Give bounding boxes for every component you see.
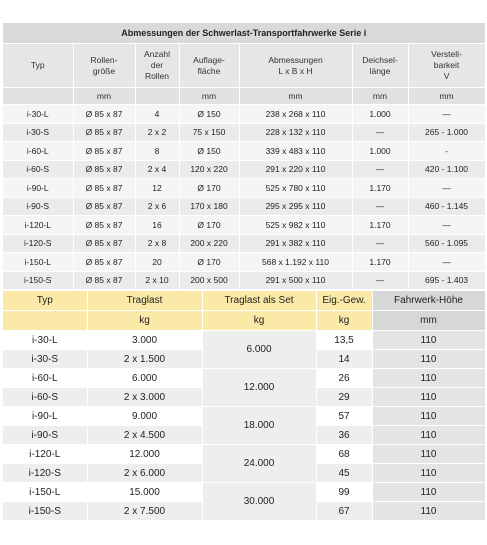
table-cell: i-60-S — [3, 160, 73, 179]
column-header: Eig.-Gew. — [316, 291, 372, 311]
unit-cell: kg — [316, 311, 372, 331]
table-cell: — — [352, 234, 408, 253]
unit-cell: kg — [87, 311, 202, 331]
weight-cell: 67 — [316, 502, 372, 521]
type-cell: i-30-L — [3, 331, 87, 350]
table-cell: Ø 85 x 87 — [73, 160, 135, 179]
table-cell: 2 x 6 — [135, 197, 179, 216]
height-cell: 110 — [372, 350, 485, 369]
table-cell: 12 — [135, 179, 179, 198]
table-cell: 525 x 780 x 110 — [239, 179, 352, 198]
table-title: Abmessungen der Schwerlast-Transportfahrwerke Serie i — [3, 23, 485, 44]
table-cell: i-90-L — [3, 179, 73, 198]
height-cell: 110 — [372, 331, 485, 350]
table-cell: 295 x 295 x 110 — [239, 197, 352, 216]
table-title-row — [3, 23, 485, 44]
table-cell: 1.000 — [352, 142, 408, 161]
table-cell: 170 x 180 — [179, 197, 239, 216]
table-cell: Ø 85 x 87 — [73, 216, 135, 235]
table-cell: — — [408, 253, 485, 272]
table-cell: i-30-L — [3, 105, 73, 124]
table-cell: Ø 85 x 87 — [73, 271, 135, 290]
table-cell: i-30-S — [3, 123, 73, 142]
table-cell: 8 — [135, 142, 179, 161]
weight-cell: 68 — [316, 445, 372, 464]
unit-row — [3, 88, 485, 105]
set-load-cell: 24.000 — [202, 445, 316, 483]
table-cell: i-60-L — [3, 142, 73, 161]
type-cell: i-120-S — [3, 464, 87, 483]
height-cell: 110 — [372, 502, 485, 521]
type-cell: i-150-L — [3, 483, 87, 502]
unit-cell — [135, 88, 179, 105]
load-cell: 15.000 — [87, 483, 202, 502]
table-cell: 568 x 1.192 x 110 — [239, 253, 352, 272]
table-cell: 16 — [135, 216, 179, 235]
table-cell: i-90-S — [3, 197, 73, 216]
weight-cell: 13,5 — [316, 331, 372, 350]
height-cell: 110 — [372, 426, 485, 445]
table-cell: Ø 85 x 87 — [73, 123, 135, 142]
unit-cell: mm — [73, 88, 135, 105]
table-cell: 1.170 — [352, 253, 408, 272]
load-cell: 2 x 3.000 — [87, 388, 202, 407]
table-cell: 1.000 — [352, 105, 408, 124]
table-cell: 2 x 10 — [135, 271, 179, 290]
set-load-cell: 6.000 — [202, 331, 316, 369]
table-cell: 20 — [135, 253, 179, 272]
table-row — [3, 369, 485, 388]
column-header: Anzahl der Rollen — [135, 44, 179, 88]
load-table — [3, 291, 486, 521]
table-cell: — — [352, 197, 408, 216]
type-cell: i-120-L — [3, 445, 87, 464]
table-cell: 291 x 382 x 110 — [239, 234, 352, 253]
table-cell: 2 x 8 — [135, 234, 179, 253]
load-cell: 3.000 — [87, 331, 202, 350]
column-header: Verstell- barkeit V — [408, 44, 485, 88]
load-cell: 2 x 1.500 — [87, 350, 202, 369]
type-cell: i-60-S — [3, 388, 87, 407]
load-cell: 9.000 — [87, 407, 202, 426]
unit-row — [3, 311, 485, 331]
table-cell: Ø 85 x 87 — [73, 234, 135, 253]
unit-cell: kg — [202, 311, 316, 331]
table-cell: — — [408, 216, 485, 235]
table-cell: i-120-S — [3, 234, 73, 253]
table-cell: 560 - 1.095 — [408, 234, 485, 253]
table-cell: 2 x 4 — [135, 160, 179, 179]
height-cell: 110 — [372, 388, 485, 407]
table-cell: Ø 170 — [179, 253, 239, 272]
table-cell: 339 x 483 x 110 — [239, 142, 352, 161]
weight-cell: 26 — [316, 369, 372, 388]
table-row — [3, 483, 485, 502]
table-row — [3, 123, 485, 142]
dimensions-table — [3, 23, 486, 290]
table-cell: 75 x 150 — [179, 123, 239, 142]
table-cell: Ø 170 — [179, 179, 239, 198]
table-cell: 1.170 — [352, 179, 408, 198]
type-cell: i-30-S — [3, 350, 87, 369]
weight-cell: 99 — [316, 483, 372, 502]
table-cell: 228 x 132 x 110 — [239, 123, 352, 142]
table-row — [3, 407, 485, 426]
height-cell: 110 — [372, 464, 485, 483]
unit-cell: mm — [408, 88, 485, 105]
header-row — [3, 291, 485, 311]
table-row — [3, 253, 485, 272]
column-header: Rollen- größe — [73, 44, 135, 88]
table-cell: - — [408, 142, 485, 161]
unit-cell: mm — [239, 88, 352, 105]
type-cell: i-90-S — [3, 426, 87, 445]
column-header: Traglast als Set — [202, 291, 316, 311]
table-row — [3, 216, 485, 235]
load-cell: 2 x 6.000 — [87, 464, 202, 483]
column-header: Auflage- fläche — [179, 44, 239, 88]
unit-cell: mm — [352, 88, 408, 105]
column-header: Fahrwerk-Höhe — [372, 291, 485, 311]
table-cell: i-150-L — [3, 253, 73, 272]
table-cell: — — [352, 123, 408, 142]
set-load-cell: 12.000 — [202, 369, 316, 407]
table-row — [3, 179, 485, 198]
type-cell: i-60-L — [3, 369, 87, 388]
weight-cell: 36 — [316, 426, 372, 445]
unit-cell — [3, 311, 87, 331]
unit-cell: mm — [372, 311, 485, 331]
table-cell: Ø 85 x 87 — [73, 253, 135, 272]
weight-cell: 57 — [316, 407, 372, 426]
table-row — [3, 197, 485, 216]
table-row — [3, 160, 485, 179]
type-cell: i-150-S — [3, 502, 87, 521]
table-cell: — — [408, 179, 485, 198]
height-cell: 110 — [372, 407, 485, 426]
table-cell: 420 - 1.100 — [408, 160, 485, 179]
table-cell: Ø 150 — [179, 142, 239, 161]
type-cell: i-90-L — [3, 407, 87, 426]
table-row — [3, 234, 485, 253]
weight-cell: 14 — [316, 350, 372, 369]
table-cell: Ø 170 — [179, 216, 239, 235]
table-row — [3, 331, 485, 350]
table-cell: 291 x 220 x 110 — [239, 160, 352, 179]
table-cell: Ø 85 x 87 — [73, 142, 135, 161]
table-row — [3, 142, 485, 161]
table-cell: — — [408, 105, 485, 124]
table-cell: 120 x 220 — [179, 160, 239, 179]
table-row — [3, 105, 485, 124]
load-cell: 2 x 4.500 — [87, 426, 202, 445]
table-cell: Ø 150 — [179, 105, 239, 124]
load-cell: 12.000 — [87, 445, 202, 464]
load-cell: 2 x 7.500 — [87, 502, 202, 521]
column-header: Traglast — [87, 291, 202, 311]
unit-cell — [3, 88, 73, 105]
height-cell: 110 — [372, 369, 485, 388]
table-cell: 2 x 2 — [135, 123, 179, 142]
table-cell: 525 x 982 x 110 — [239, 216, 352, 235]
column-header: Abmessungen L x B x H — [239, 44, 352, 88]
column-header: Deichsel- länge — [352, 44, 408, 88]
table-cell: 4 — [135, 105, 179, 124]
height-cell: 110 — [372, 445, 485, 464]
set-load-cell: 18.000 — [202, 407, 316, 445]
table-cell: 1.170 — [352, 216, 408, 235]
weight-cell: 29 — [316, 388, 372, 407]
table-cell: 238 x 268 x 110 — [239, 105, 352, 124]
set-load-cell: 30.000 — [202, 483, 316, 521]
column-header: Typ — [3, 291, 87, 311]
table-cell: — — [352, 271, 408, 290]
height-cell: 110 — [372, 483, 485, 502]
table-cell: Ø 85 x 87 — [73, 197, 135, 216]
table-cell: 200 x 500 — [179, 271, 239, 290]
table-cell: 695 - 1.403 — [408, 271, 485, 290]
table-cell: i-120-L — [3, 216, 73, 235]
table-row — [3, 271, 485, 290]
table-cell: Ø 85 x 87 — [73, 179, 135, 198]
table-cell: 200 x 220 — [179, 234, 239, 253]
table-cell: i-150-S — [3, 271, 73, 290]
column-header: Typ — [3, 44, 73, 88]
table-cell: Ø 85 x 87 — [73, 105, 135, 124]
table-row — [3, 445, 485, 464]
header-row — [3, 44, 485, 88]
load-cell: 6.000 — [87, 369, 202, 388]
weight-cell: 45 — [316, 464, 372, 483]
table-cell: 265 - 1.000 — [408, 123, 485, 142]
table-cell: 460 - 1.145 — [408, 197, 485, 216]
table-cell: — — [352, 160, 408, 179]
unit-cell: mm — [179, 88, 239, 105]
table-cell: 291 x 500 x 110 — [239, 271, 352, 290]
